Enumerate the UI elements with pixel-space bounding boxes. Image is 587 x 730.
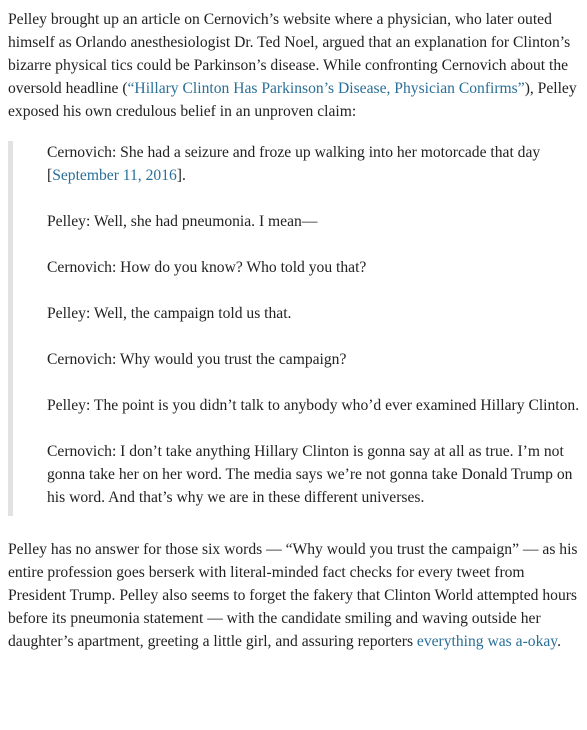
headline-link[interactable]: “Hillary Clinton Has Parkinson’s Disease, Physician Confirms” [127,80,525,97]
okay-link[interactable]: everything was a-okay [416,633,558,650]
quote-text: ]. [176,167,186,184]
quote-line: Cernovich: Why would you trust the campaign? [47,351,347,368]
quote-line: Cernovich: I don’t take anything Hillary Clinton is gonna say at all as true. I’m not gonna take her on her word. The media says we’re not gonna take Donald Trump on his word. And that’s why we are in these different universes. [47,443,573,506]
quote-line [47,141,582,187]
closing-paragraph [8,538,582,653]
quote-line: Pelley: Well, the campaign told us that. [47,305,292,322]
intro-text: Pelley brought up an article on Cernovich’s website where a physician, who later outed himself as Orlando anesthesiologist Dr. Ted Noel, argued that an explanation for Clinton’s bizarre physical tics could be Parkinson’s disease. While confronting Cernovich about the oversold headline ( [8,11,571,97]
quote-text: Cernovich: She had a seizure and froze up walking into her motorcade that day [ [47,144,541,184]
transcript-blockquote [8,141,582,516]
intro-text-end: ), Pelley exposed his own credulous belief in an unproven claim: [8,80,577,120]
quote-line: Cernovich: How do you know? Who told you that? [47,259,367,276]
quote-line: Pelley: The point is you didn’t talk to anybody who’d ever examined Hillary Clinton. [47,397,580,414]
closing-text-end: . [557,633,561,650]
closing-text: Pelley has no answer for those six words — “Why would you trust the campaign” — as his entire profession goes berserk with literal-minded fact checks for every tweet from President Trump. Pelley also seems to forget the fakery that Clinton World attempted hours before its pneumonia statement — with the candidate smiling and waving outside her daughter’s apartment, greeting a little girl, and assuring reporters [8,541,578,650]
intro-paragraph [8,0,582,123]
date-link[interactable]: September 11, 2016 [52,167,177,184]
quote-line: Pelley: Well, she had pneumonia. I mean— [47,213,318,230]
